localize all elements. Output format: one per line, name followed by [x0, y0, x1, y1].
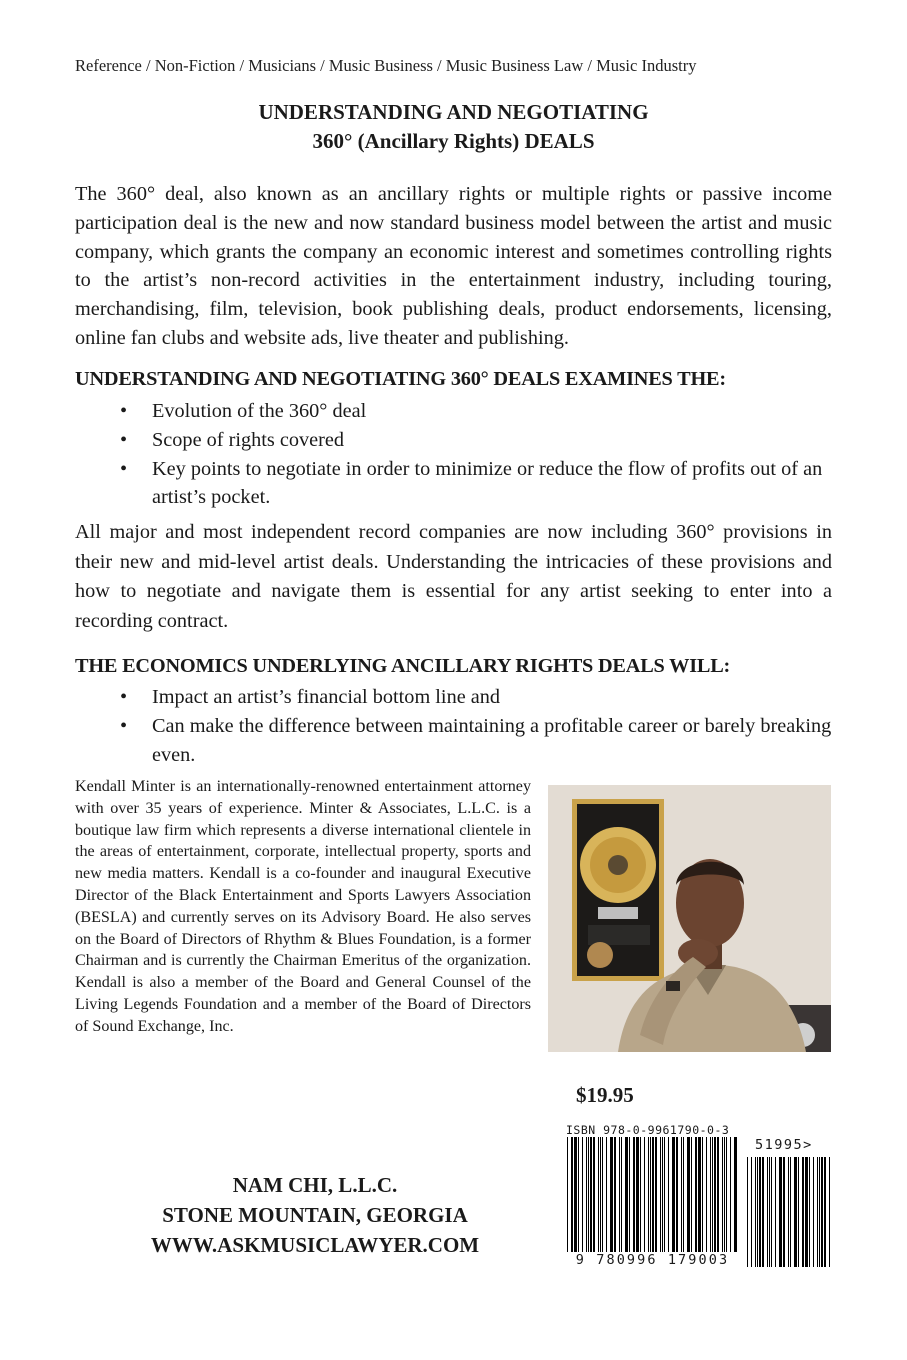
- barcode-addon-bar: [747, 1157, 748, 1267]
- bullet-icon: •: [120, 714, 128, 737]
- barcode-addon-bar: [771, 1157, 772, 1267]
- examines-bullet-list: [75, 397, 832, 512]
- barcode-bar: [683, 1137, 684, 1253]
- barcode-addon-bar: [790, 1157, 791, 1267]
- barcode-addon-bar: [788, 1157, 789, 1267]
- barcode-addon-bar: [757, 1157, 758, 1267]
- barcode-addon-bar: [829, 1157, 830, 1267]
- barcode-bar: [681, 1137, 682, 1253]
- barcode-bar: [660, 1137, 661, 1253]
- price: $19.95: [576, 1083, 634, 1107]
- list-item: • Scope of rights covered: [75, 426, 832, 455]
- publisher-name: NAM CHI, L.L.C.: [232, 1173, 398, 1197]
- barcode-bar: [640, 1137, 641, 1253]
- publisher-block: [120, 1170, 510, 1260]
- barcode-bar: [687, 1137, 690, 1253]
- barcode-bar: [672, 1137, 675, 1253]
- barcode-addon-bar: [821, 1157, 823, 1267]
- list-item: • Impact an artist’s financial bottom line and: [75, 683, 832, 712]
- barcode-bar: [655, 1137, 657, 1253]
- barcode-addon-bar: [759, 1157, 761, 1267]
- barcode-bar: [621, 1137, 622, 1253]
- barcode-bar: [702, 1137, 703, 1253]
- barcode-bar: [598, 1137, 599, 1253]
- barcode-bar: [644, 1137, 645, 1253]
- barcode-bar: [602, 1137, 603, 1253]
- barcode-bar: [582, 1137, 583, 1253]
- provisions-paragraph: All major and most independent record companies are now including 360° provisions in their new and mid-level artist deals. Understanding the intricacies of these provisions and how to negotiate and navigate them is essential for any artist seeking to enter into a recording contract.: [75, 521, 832, 632]
- barcode-addon-bar: [783, 1157, 785, 1267]
- barcode-bar: [588, 1137, 589, 1253]
- section-heading-examines: UNDERSTANDING AND NEGOTIATING 360° DEALS EXAMINES THE:: [75, 368, 726, 390]
- author-photo-illustration: [548, 785, 831, 1052]
- list-item: • Can make the difference between maintaining a profitable career or barely breaking even.: [75, 712, 832, 770]
- barcode-bar: [664, 1137, 665, 1253]
- intro-paragraph: The 360° deal, also known as an ancillary rights or multiple rights or passive income participation deal is the new and now standard business model between the artist and music company, which grants the company an economic interest and sometimes controlling rights to the artist’s non-record activities in the entertainment industry, including touring, merchandising, film, television, book publishing deals, product endorsements, licensing, online fan clubs and website ads, live theater and publishing.: [75, 183, 832, 349]
- section-heading-economics: THE ECONOMICS UNDERLYING ANCILLARY RIGHTS DEALS WILL:: [75, 655, 731, 677]
- barcode-bar: [614, 1137, 616, 1253]
- barcode-bar: [593, 1137, 595, 1253]
- barcode-bar: [730, 1137, 731, 1253]
- list-item: • Evolution of the 360° deal: [75, 397, 832, 426]
- barcode-addon-bar: [802, 1157, 804, 1267]
- author-bio: Kendall Minter is an internationally-renowned entertainment attorney with over 35 years of experience. Minter & Associates, L.L.C. is a boutique law firm which represents a diverse international clientele in the areas of entertainment, corporate, intellectual property, sports and new media matters. Kendall is a co-founder and inaugural Executive Director of the Black Entertainment and Sports Lawyers Association (BESLA) and currently serves on its Advisory Board. He also serves on the Board of Directors of Rhythm & Blues Foundation, is a former Chairman and is currently the Chairman Emeritus of the organization. Kendall is also a member of the Board and General Counsel of the Living Legends Foundation and a member of the Board of Directors of Sound Exchange, Inc.: [75, 778, 531, 1035]
- barcode-bar: [717, 1137, 719, 1253]
- barcode-bar: [706, 1137, 707, 1253]
- barcode-bar: [726, 1137, 727, 1253]
- barcode-addon-bar: [813, 1157, 814, 1267]
- list-item: • Key points to negotiate in order to minimize or reduce the flow of profits out of an artist’s pocket.: [75, 455, 832, 513]
- barcode-bar: [712, 1137, 713, 1253]
- barcode-bar: [636, 1137, 639, 1253]
- barcode-bar: [610, 1137, 613, 1253]
- barcode-bar: [571, 1137, 573, 1253]
- barcode-bar: [650, 1137, 651, 1265]
- isbn-barcode: [565, 1137, 835, 1267]
- barcode-bar: [586, 1137, 587, 1253]
- barcode-bar: [698, 1137, 701, 1253]
- barcode-addon-bar: [809, 1157, 810, 1267]
- barcode-addon-bar: [767, 1157, 768, 1267]
- barcode-bar: [695, 1137, 697, 1253]
- barcode-bar: [668, 1137, 669, 1253]
- barcode-bar: [722, 1137, 723, 1253]
- barcode-addon-bar: [824, 1157, 826, 1267]
- barcode-addon-bar: [779, 1157, 782, 1267]
- barcode-bar: [590, 1137, 592, 1253]
- barcode-bar: [567, 1137, 568, 1265]
- barcode-bar: [648, 1137, 649, 1253]
- barcode-bar: [606, 1137, 607, 1253]
- barcode-addon-bar: [805, 1157, 808, 1267]
- barcode-bar: [724, 1137, 725, 1253]
- publisher-location: STONE MOUNTAIN, GEORGIA: [162, 1203, 468, 1227]
- barcode-addon-bar: [755, 1157, 756, 1267]
- barcode-addon-bar: [762, 1157, 764, 1267]
- barcode-bar: [691, 1137, 692, 1253]
- title-line-2: 360° (Ancillary Rights) DEALS: [312, 129, 595, 153]
- bullet-icon: •: [120, 686, 128, 708]
- barcode-bar: [662, 1137, 663, 1253]
- barcode-digits: 9 780996 179003: [565, 1252, 740, 1268]
- barcode-addon-digits: 51995>: [755, 1137, 813, 1153]
- page-title: [0, 98, 907, 156]
- bullet-icon: •: [120, 400, 128, 422]
- barcode-bar: [578, 1137, 579, 1253]
- barcode-bar: [600, 1137, 601, 1253]
- barcode-bar: [625, 1137, 628, 1253]
- barcode-bar: [619, 1137, 620, 1253]
- economics-bullet-list: [75, 683, 832, 769]
- category-breadcrumb: Reference / Non-Fiction / Musicians / Music Business / Music Business Law / Music Industry: [75, 56, 697, 75]
- barcode-bar: [652, 1137, 654, 1265]
- barcode-bar: [710, 1137, 711, 1253]
- bullet-icon: •: [120, 428, 128, 451]
- bullet-icon: •: [120, 457, 128, 480]
- barcode-bar: [676, 1137, 678, 1253]
- barcode-addon-bar: [769, 1157, 770, 1267]
- barcode-addon-bar: [798, 1157, 799, 1267]
- barcode-bar: [629, 1137, 630, 1253]
- isbn-label: ISBN 978-0-9961790-0-3: [566, 1123, 730, 1137]
- publisher-website: WWW.ASKMUSICLAWYER.COM: [150, 1233, 480, 1257]
- barcode-addon-bar: [775, 1157, 776, 1267]
- barcode-bar: [714, 1137, 716, 1253]
- barcode-addon-bar: [817, 1157, 818, 1267]
- barcode-bar: [633, 1137, 635, 1253]
- title-line-1: UNDERSTANDING AND NEGOTIATING: [258, 100, 649, 124]
- barcode-addon-bar: [751, 1157, 752, 1267]
- barcode-addon-bar: [819, 1157, 820, 1267]
- barcode-addon-bar: [794, 1157, 797, 1267]
- author-photo: [548, 785, 831, 1052]
- barcode-bar: [574, 1137, 577, 1253]
- barcode-bar: [734, 1137, 737, 1265]
